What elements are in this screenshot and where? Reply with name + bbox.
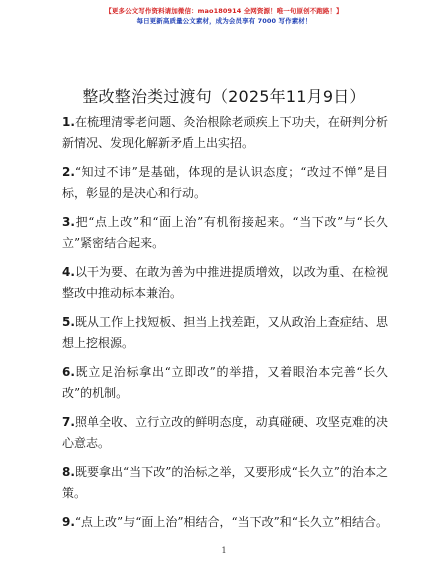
- item-number: 6.: [62, 365, 75, 379]
- document-body: [62, 112, 388, 542]
- item-text: 既立足治标拿出“立即改”的举措，又着眼治本完善“长久改”的机制。: [62, 365, 388, 400]
- item-number: 2.: [62, 165, 75, 179]
- item-number: 3.: [62, 215, 75, 229]
- item-number: 8.: [62, 465, 75, 479]
- item-text: 照单全收、立行立改的鲜明态度，动真碰硬、攻坚克难的决心意志。: [62, 415, 388, 450]
- item-number: 5.: [62, 315, 75, 329]
- list-item: [62, 462, 388, 503]
- list-item: [62, 512, 388, 533]
- item-text: 把“点上改”和“面上治”有机衔接起来。“当下改”与“长久立”紧密结合起来。: [62, 215, 388, 250]
- item-text: “知过不讳”是基础，体现的是认识态度；“改过不惮”是目标，彰显的是决心和行动。: [62, 165, 388, 200]
- document-title: 整改整治类过渡句（2025年11月9日）: [82, 87, 366, 106]
- page-number: 1: [221, 546, 227, 555]
- list-item: [62, 112, 388, 153]
- item-text: 以干为要、在敢为善为中推进提质增效，以改为重、在检视整改中推动标本兼治。: [62, 265, 388, 300]
- list-item: [62, 412, 388, 453]
- item-text: 既要拿出“当下改”的治标之举，又要形成“长久立”的治本之策。: [62, 465, 388, 500]
- promo-banner-line-1: 【更多公文写作资料请加微信：mao180914 全网资源！唯一句原创不跑路！】: [105, 7, 343, 15]
- item-text: “点上改”与“面上治”相结合，“当下改”和“长久立”相结合。: [74, 515, 389, 529]
- list-item: [62, 212, 388, 253]
- item-number: 1.: [62, 115, 75, 129]
- list-item: [62, 262, 388, 303]
- item-number: 9.: [62, 515, 75, 529]
- item-number: 4.: [62, 265, 75, 279]
- list-item: [62, 162, 388, 203]
- list-item: [62, 312, 388, 353]
- list-item: [62, 362, 388, 403]
- item-number: 7.: [62, 415, 75, 429]
- item-text: 既从工作上找短板、担当上找差距，又从政治上查症结、思想上挖根源。: [62, 315, 388, 350]
- promo-banner-line-2: 每日更新高质量公文素材，成为会员享有 7000 写作素材！: [136, 17, 312, 25]
- item-text: 在梳理清零老问题、灸治根除老顽疾上下功夫，在研判分析新情况、发现化解新矛盾上出实招。: [62, 115, 388, 150]
- promo-banner: [0, 6, 448, 26]
